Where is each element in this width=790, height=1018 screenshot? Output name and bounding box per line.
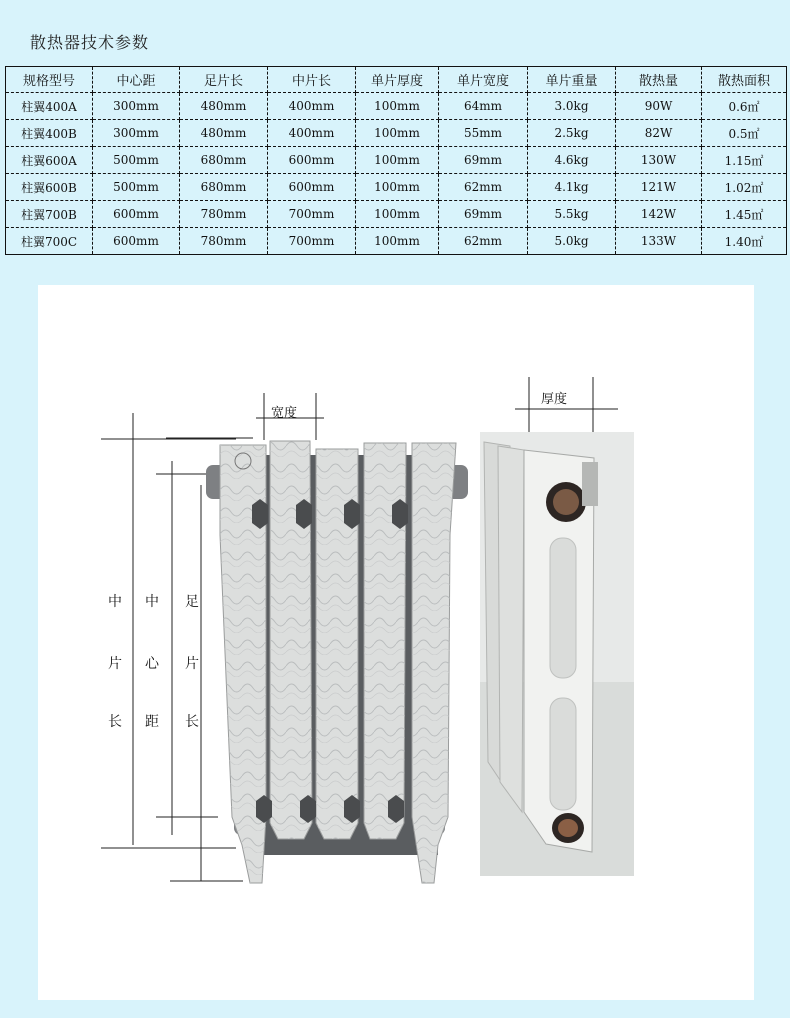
header-cell: 单片厚度 (356, 67, 439, 93)
table-cell: 100mm (356, 93, 439, 120)
table-cell: 柱翼700B (6, 201, 93, 228)
table-cell: 柱翼400A (6, 93, 93, 120)
table-cell: 500mm (93, 147, 180, 174)
table-row (6, 174, 787, 201)
table-cell: 600mm (268, 147, 356, 174)
table-cell: 4.6kg (528, 147, 616, 174)
table-cell: 62mm (439, 228, 528, 255)
table-cell: 600mm (93, 201, 180, 228)
table-cell: 600mm (93, 228, 180, 255)
table-cell: 64mm (439, 93, 528, 120)
table-cell: 500mm (93, 174, 180, 201)
spec-table (5, 66, 787, 255)
table-cell: 600mm (268, 174, 356, 201)
table-cell: 5.5kg (528, 201, 616, 228)
table-cell: 300mm (93, 93, 180, 120)
table-cell: 480mm (180, 120, 268, 147)
middle-length-label-3: 长 (108, 714, 122, 730)
table-cell: 1.45㎡ (702, 201, 787, 228)
radiator-side-photo (480, 432, 634, 876)
table-cell: 680mm (180, 147, 268, 174)
table-cell: 柱翼600A (6, 147, 93, 174)
table-cell: 69mm (439, 147, 528, 174)
table-cell: 柱翼400B (6, 120, 93, 147)
middle-length-label-2: 片 (108, 656, 122, 672)
page-title: 散热器技术参数 (30, 33, 150, 52)
table-cell: 100mm (356, 147, 439, 174)
table-cell: 55mm (439, 120, 528, 147)
table-cell: 130W (616, 147, 702, 174)
table-row (6, 147, 787, 174)
thickness-label: 厚度 (541, 392, 568, 407)
table-cell: 5.0kg (528, 228, 616, 255)
table-row (6, 93, 787, 120)
header-cell: 单片宽度 (439, 67, 528, 93)
table-cell: 100mm (356, 120, 439, 147)
table-cell: 100mm (356, 201, 439, 228)
table-cell: 100mm (356, 174, 439, 201)
table-cell: 100mm (356, 228, 439, 255)
table-row (6, 120, 787, 147)
table-header-row (6, 67, 787, 93)
header-cell: 单片重量 (528, 67, 616, 93)
table-cell: 400mm (268, 93, 356, 120)
width-label: 宽度 (271, 406, 298, 421)
table-cell: 1.15㎡ (702, 147, 787, 174)
foot-length-label-1: 足 (185, 594, 199, 610)
table-cell: 0.5㎡ (702, 120, 787, 147)
table-cell: 700mm (268, 228, 356, 255)
table-cell: 4.1kg (528, 174, 616, 201)
table-cell: 480mm (180, 93, 268, 120)
table-cell: 69mm (439, 201, 528, 228)
header-cell: 中心距 (93, 67, 180, 93)
table-cell: 142W (616, 201, 702, 228)
table-cell: 82W (616, 120, 702, 147)
table-cell: 700mm (268, 201, 356, 228)
table-cell: 121W (616, 174, 702, 201)
table-cell: 400mm (268, 120, 356, 147)
table-row (6, 201, 787, 228)
table-row (6, 228, 787, 255)
middle-length-label-1: 中 (108, 594, 122, 610)
table-cell: 1.40㎡ (702, 228, 787, 255)
radiator-figure-panel (38, 285, 754, 1000)
header-cell: 散热量 (616, 67, 702, 93)
table-cell: 2.5kg (528, 120, 616, 147)
table-cell: 680mm (180, 174, 268, 201)
header-cell: 中片长 (268, 67, 356, 93)
header-cell: 散热面积 (702, 67, 787, 93)
table-cell: 1.02㎡ (702, 174, 787, 201)
header-cell: 规格型号 (6, 67, 93, 93)
table-cell: 柱翼700C (6, 228, 93, 255)
foot-length-label-3: 长 (185, 714, 199, 730)
table-cell: 780mm (180, 201, 268, 228)
table-cell: 0.6㎡ (702, 93, 787, 120)
table-cell: 780mm (180, 228, 268, 255)
center-distance-label-3: 距 (145, 714, 159, 730)
radiator-front-illustration (198, 435, 498, 895)
table-cell: 62mm (439, 174, 528, 201)
table-cell: 柱翼600B (6, 174, 93, 201)
radiator-side-illustration (480, 432, 634, 876)
header-cell: 足片长 (180, 67, 268, 93)
table-cell: 3.0kg (528, 93, 616, 120)
foot-length-label-2: 片 (185, 656, 199, 672)
table-cell: 133W (616, 228, 702, 255)
center-distance-label-2: 心 (145, 656, 159, 672)
table-cell: 90W (616, 93, 702, 120)
center-distance-label-1: 中 (145, 594, 159, 610)
table-cell: 300mm (93, 120, 180, 147)
